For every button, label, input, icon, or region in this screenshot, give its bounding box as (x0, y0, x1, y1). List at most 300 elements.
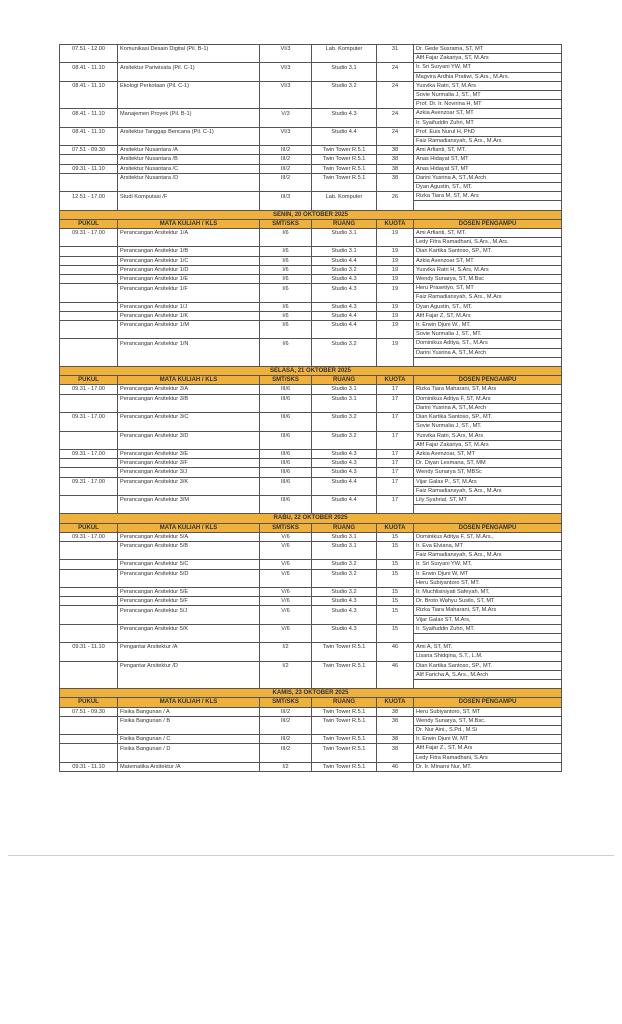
table-row (60, 744, 562, 753)
room-cell: Studio 4.3 (312, 624, 377, 633)
column-header: MATA KULIAH / KLS (118, 698, 260, 707)
course-cell (118, 137, 260, 146)
quota-cell: 46 (377, 661, 414, 670)
course-cell: Perancangan Arsitektur 5/D (118, 569, 260, 578)
time-cell (60, 606, 118, 615)
course-cell (118, 652, 260, 661)
room-cell (312, 238, 377, 247)
room-cell: Studio 4.3 (312, 284, 377, 293)
time-cell (60, 422, 118, 431)
quota-cell: 38 (377, 707, 414, 716)
time-cell (60, 716, 118, 725)
table-row (60, 164, 562, 173)
table-row (60, 422, 562, 431)
lecturer-cell: Anas Hidayat ST, MT (414, 155, 562, 164)
semester-cell: V/6 (260, 560, 312, 569)
course-cell: Perancangan Arsitektur 3/D (118, 431, 260, 440)
course-cell: Perancangan Arsitektur 3/C (118, 413, 260, 422)
table-row (60, 348, 562, 357)
semester-cell: III/2 (260, 146, 312, 155)
quota-cell: 15 (377, 541, 414, 550)
time-cell (60, 72, 118, 81)
column-header: KUOTA (377, 698, 414, 707)
lecturer-cell: Sovie Nurmalia J, ST., MT. (414, 422, 562, 431)
lecturer-cell: Lisana Shidqina, S.T., L.M. (414, 652, 562, 661)
quota-cell: 19 (377, 247, 414, 256)
column-header: SMT/SKS (260, 523, 312, 532)
lecturer-cell: Afif Fajar Zakariya, ST, M.Ars (414, 440, 562, 449)
time-cell (60, 183, 118, 192)
lecturer-cell: Darini Yusrina A, ST.,M.Arch (414, 403, 562, 412)
time-cell: 09.31 - 17.00 (60, 532, 118, 541)
semester-cell: I/6 (260, 311, 312, 320)
table-row (60, 173, 562, 182)
course-cell: Manajemen Proyek (Pil. B-1) (118, 109, 260, 118)
quota-cell (377, 633, 414, 642)
column-header: DOSEN PENGAMPU (414, 219, 562, 228)
semester-cell: V/3 (260, 109, 312, 118)
lecturer-cell: Sovie Nurmalia J, ST., MT. (414, 330, 562, 339)
lecturer-cell: Dr. Nur Aini., S.Pd., M.Si (414, 725, 562, 734)
time-cell (60, 505, 118, 514)
course-cell: Perancangan Arsitektur 1/F (118, 284, 260, 293)
room-cell: Studio 3.1 (312, 247, 377, 256)
column-header: RUANG (312, 698, 377, 707)
lecturer-cell: Dominikus Aditya, ST., M.Ars (414, 339, 562, 348)
lecturer-cell: Ir. Syaifuddin Zuhri, MT. (414, 624, 562, 633)
quota-cell: 15 (377, 606, 414, 615)
room-cell: Twin Tower R.5.1 (312, 173, 377, 182)
lecturer-cell: Ledy Fitra Ramadhani, S.Ars (414, 753, 562, 762)
semester-cell: III/2 (260, 707, 312, 716)
time-cell: 07.51 - 09.30 (60, 146, 118, 155)
course-cell: Perancangan Arsitektur 1/K (118, 311, 260, 320)
lecturer-cell: Dr. Broto Wahyu Susilo, ST, MT (414, 597, 562, 606)
quota-cell (377, 670, 414, 679)
lecturer-cell: Darini Yusrina A, ST.,M.Arch (414, 173, 562, 182)
semester-cell: III/3 (260, 192, 312, 201)
room-cell: Twin Tower R.5.1 (312, 155, 377, 164)
table-row (60, 532, 562, 541)
semester-cell: III/6 (260, 413, 312, 422)
table-row (60, 72, 562, 81)
table-row (60, 238, 562, 247)
semester-cell (260, 357, 312, 366)
column-header: RUANG (312, 376, 377, 385)
time-cell (60, 661, 118, 670)
quota-cell: 17 (377, 495, 414, 504)
table-row (60, 155, 562, 164)
quota-cell: 38 (377, 155, 414, 164)
lecturer-cell: Dian Kartika Santoso, SP., MT. (414, 413, 562, 422)
table-row (60, 127, 562, 136)
time-cell (60, 394, 118, 403)
room-cell (312, 293, 377, 302)
quota-cell: 19 (377, 339, 414, 348)
lecturer-cell: Faiz Ramadiansyah, S.Ars., M.Ars (414, 551, 562, 560)
room-cell (312, 652, 377, 661)
quota-cell (377, 137, 414, 146)
table-row (60, 311, 562, 320)
course-cell: Komunikasi Desain Digital (Pil. B-1) (118, 45, 260, 54)
quota-cell: 17 (377, 477, 414, 486)
room-cell: Studio 3.2 (312, 587, 377, 596)
course-cell: Perancangan Arsitektur 1/J (118, 302, 260, 311)
room-cell: Studio 4.4 (312, 321, 377, 330)
time-cell (60, 551, 118, 560)
lecturer-cell: Afif Fajar Z., ST, M.Ars (414, 744, 562, 753)
room-cell (312, 348, 377, 357)
course-cell (118, 72, 260, 81)
column-header: RUANG (312, 523, 377, 532)
time-cell (60, 339, 118, 348)
course-cell (118, 183, 260, 192)
table-row (60, 183, 562, 192)
semester-cell (260, 118, 312, 127)
room-cell: Studio 4.3 (312, 449, 377, 458)
column-header-row (60, 523, 562, 532)
quota-cell (377, 238, 414, 247)
lecturer-cell: Wendy Sunarya, ST, M.Bsc. (414, 716, 562, 725)
lecturer-cell: Sovie Nurmalia J, ST., MT (414, 91, 562, 100)
quota-cell: 31 (377, 45, 414, 54)
room-cell: Twin Tower R.5.1 (312, 643, 377, 652)
lecturer-cell: Dyan Agustin, ST., MT. (414, 302, 562, 311)
time-cell (60, 753, 118, 762)
column-header: KUOTA (377, 219, 414, 228)
room-cell: Twin Tower R.5.1 (312, 661, 377, 670)
schedule-body (60, 45, 562, 772)
quota-cell: 26 (377, 192, 414, 201)
quota-cell (377, 679, 414, 688)
table-row (60, 100, 562, 109)
time-cell (60, 578, 118, 587)
time-cell (60, 725, 118, 734)
time-cell (60, 495, 118, 504)
semester-cell (260, 137, 312, 146)
column-header: SMT/SKS (260, 219, 312, 228)
course-cell: Perancangan Arsitektur 3/A (118, 385, 260, 394)
lecturer-cell: Ir. Sri Suryani YW, MT (414, 63, 562, 72)
lecturer-cell: Azkia Avenzoar ST, MT (414, 256, 562, 265)
semester-cell (260, 348, 312, 357)
table-row (60, 652, 562, 661)
course-cell: Arsitektur Nusantara /B (118, 155, 260, 164)
quota-cell: 19 (377, 229, 414, 238)
room-cell (312, 633, 377, 642)
room-cell: Studio 3.1 (312, 541, 377, 550)
time-cell (60, 560, 118, 569)
table-row (60, 394, 562, 403)
course-cell: Perancangan Arsitektur 1/B (118, 247, 260, 256)
semester-cell: I/6 (260, 229, 312, 238)
course-cell: Perancangan Arsitektur 3/F (118, 459, 260, 468)
semester-cell: VI/3 (260, 63, 312, 72)
lecturer-cell: Dr. Gede Susrama, ST, MT (414, 45, 562, 54)
course-cell (118, 725, 260, 734)
quota-cell (377, 422, 414, 431)
course-cell (118, 403, 260, 412)
room-cell: Twin Tower R.5.1 (312, 762, 377, 771)
semester-cell: I/2 (260, 643, 312, 652)
table-row (60, 385, 562, 394)
semester-cell: V/6 (260, 569, 312, 578)
lecturer-cell: Dr. Diyan Lesmana, ST, MM (414, 459, 562, 468)
time-cell (60, 275, 118, 284)
table-row (60, 109, 562, 118)
column-header: PUKUL (60, 698, 118, 707)
lecturer-cell (414, 505, 562, 514)
lecturer-cell: Afif Fajar Zakariya, ST, M.Ars (414, 54, 562, 63)
semester-cell (260, 72, 312, 81)
time-cell (60, 100, 118, 109)
semester-cell: III/2 (260, 164, 312, 173)
table-row (60, 505, 562, 514)
lecturer-cell: Dian Kartika Santoso, SP., MT. (414, 247, 562, 256)
quota-cell: 38 (377, 173, 414, 182)
time-cell (60, 569, 118, 578)
quota-cell: 19 (377, 256, 414, 265)
time-cell: 08.41 - 11.10 (60, 81, 118, 90)
column-header: DOSEN PENGAMPU (414, 523, 562, 532)
lecturer-cell: Azkia Avenzoar, ST, MT (414, 449, 562, 458)
course-cell: Fisika Bangunan / B (118, 716, 260, 725)
semester-cell (260, 330, 312, 339)
semester-cell: I/2 (260, 762, 312, 771)
semester-cell: III/6 (260, 449, 312, 458)
quota-cell: 15 (377, 624, 414, 633)
day-header-row (60, 367, 562, 376)
semester-cell: VI/3 (260, 81, 312, 90)
time-cell (60, 201, 118, 210)
quota-cell (377, 440, 414, 449)
table-row (60, 486, 562, 495)
course-cell: Ekologi Perkotaan (Pil. C-1) (118, 81, 260, 90)
room-cell (312, 137, 377, 146)
quota-cell: 17 (377, 468, 414, 477)
table-row (60, 265, 562, 274)
lecturer-cell: Dr. Ir. Minarni Nur, MT. (414, 762, 562, 771)
quota-cell: 24 (377, 81, 414, 90)
table-row (60, 551, 562, 560)
table-row (60, 643, 562, 652)
table-row (60, 91, 562, 100)
semester-cell: I/6 (260, 256, 312, 265)
room-cell: Studio 4.3 (312, 468, 377, 477)
time-cell (60, 440, 118, 449)
lecturer-cell: Ir. Sri Suryani YW, MT, (414, 560, 562, 569)
quota-cell: 15 (377, 560, 414, 569)
table-row (60, 615, 562, 624)
semester-cell: VI/3 (260, 45, 312, 54)
semester-cell: I/6 (260, 275, 312, 284)
semester-cell (260, 486, 312, 495)
schedule-table (59, 44, 562, 772)
schedule-sheet (59, 44, 561, 772)
quota-cell (377, 578, 414, 587)
room-cell: Studio 4.3 (312, 597, 377, 606)
column-header: KUOTA (377, 523, 414, 532)
lecturer-cell: Dyan Agustin, ST., MT. (414, 183, 562, 192)
semester-cell: III/2 (260, 735, 312, 744)
quota-cell: 24 (377, 109, 414, 118)
semester-cell: III/6 (260, 394, 312, 403)
table-row (60, 725, 562, 734)
course-cell: Perancangan Arsitektur 3/M (118, 495, 260, 504)
room-cell: Studio 3.1 (312, 229, 377, 238)
table-row (60, 560, 562, 569)
lecturer-cell: Alif Faricha A, S.Ars., M.Arch (414, 670, 562, 679)
semester-cell: III/6 (260, 385, 312, 394)
table-row (60, 247, 562, 256)
room-cell: Lab. Komputer (312, 45, 377, 54)
lecturer-cell: Yusvika Ratri, ST, M.Ars (414, 81, 562, 90)
room-cell (312, 201, 377, 210)
semester-cell: III/2 (260, 173, 312, 182)
semester-cell: III/2 (260, 744, 312, 753)
column-header: RUANG (312, 219, 377, 228)
quota-cell: 15 (377, 532, 414, 541)
column-header-row (60, 219, 562, 228)
room-cell (312, 578, 377, 587)
time-cell (60, 652, 118, 661)
course-cell (118, 551, 260, 560)
semester-cell (260, 753, 312, 762)
course-cell (118, 486, 260, 495)
time-cell (60, 679, 118, 688)
table-row (60, 624, 562, 633)
table-row (60, 275, 562, 284)
course-cell: Studi Komputasi /F (118, 192, 260, 201)
semester-cell (260, 551, 312, 560)
table-row (60, 597, 562, 606)
lecturer-cell: Vijar Galax ST, M.Ars, (414, 615, 562, 624)
room-cell (312, 100, 377, 109)
time-cell (60, 357, 118, 366)
table-row (60, 459, 562, 468)
lecturer-cell: Faiz Ramadiansyah, S.Ars., M.Ars (414, 486, 562, 495)
table-row (60, 302, 562, 311)
quota-cell: 38 (377, 164, 414, 173)
time-cell (60, 468, 118, 477)
time-cell (60, 321, 118, 330)
table-row (60, 578, 562, 587)
lecturer-cell: Ir. Erwin Djuni W, MT (414, 569, 562, 578)
table-row (60, 321, 562, 330)
semester-cell: VI/3 (260, 127, 312, 136)
time-cell (60, 541, 118, 550)
quota-cell: 15 (377, 569, 414, 578)
room-cell: Studio 3.1 (312, 385, 377, 394)
course-cell: Perancangan Arsitektur 3/B (118, 394, 260, 403)
course-cell: Pengantar Arsitektur /A (118, 643, 260, 652)
room-cell: Twin Tower R.5.1 (312, 164, 377, 173)
semester-cell: III/6 (260, 495, 312, 504)
lecturer-cell: Yusvika Ratri, S.Ars, M.Ars (414, 431, 562, 440)
course-cell (118, 118, 260, 127)
course-cell: Arsitektur Nusantara /C (118, 164, 260, 173)
lecturer-cell: Faiz Ramadiansyah, S.Ars., M.Ars (414, 137, 562, 146)
time-cell (60, 284, 118, 293)
semester-cell: V/6 (260, 587, 312, 596)
room-cell (312, 505, 377, 514)
course-cell (118, 615, 260, 624)
time-cell (60, 486, 118, 495)
course-cell: Perancangan Arsitektur 1/N (118, 339, 260, 348)
quota-cell: 17 (377, 449, 414, 458)
course-cell: Matematika Arsitektur /A (118, 762, 260, 771)
quota-cell: 17 (377, 394, 414, 403)
table-row (60, 146, 562, 155)
course-cell: Perancangan Arsitektur 3/J (118, 468, 260, 477)
lecturer-cell: Afif Fajar Z, ST, M.Ars (414, 311, 562, 320)
semester-cell (260, 183, 312, 192)
room-cell: Lab. Komputer (312, 192, 377, 201)
course-cell (118, 753, 260, 762)
course-cell (118, 670, 260, 679)
lecturer-cell: Wendy Sunarya ST, MBSc (414, 468, 562, 477)
table-row (60, 284, 562, 293)
table-row (60, 679, 562, 688)
semester-cell (260, 505, 312, 514)
course-cell (118, 422, 260, 431)
lecturer-cell: Ami Arfianti, ST, MT. (414, 146, 562, 155)
room-cell (312, 670, 377, 679)
room-cell (312, 183, 377, 192)
table-row (60, 495, 562, 504)
time-cell: 08.41 - 11.10 (60, 127, 118, 136)
column-header: MATA KULIAH / KLS (118, 376, 260, 385)
table-row (60, 541, 562, 550)
column-header: PUKUL (60, 376, 118, 385)
room-cell (312, 679, 377, 688)
quota-cell (377, 725, 414, 734)
room-cell: Studio 3.2 (312, 81, 377, 90)
semester-cell: III/2 (260, 716, 312, 725)
lecturer-cell: Ami Arfianti, ST, MT. (414, 229, 562, 238)
table-row (60, 229, 562, 238)
room-cell (312, 403, 377, 412)
course-cell: Perancangan Arsitektur 5/A (118, 532, 260, 541)
time-cell (60, 431, 118, 440)
column-header: DOSEN PENGAMPU (414, 698, 562, 707)
quota-cell: 38 (377, 744, 414, 753)
lecturer-cell: Darini Yusrina A, ST.,M.Arch (414, 348, 562, 357)
course-cell: Perancangan Arsitektur 5/E (118, 587, 260, 596)
room-cell: Studio 3.1 (312, 63, 377, 72)
quota-cell: 17 (377, 431, 414, 440)
lecturer-cell: Ir. Muchlisiniyati Safeyah, MT, (414, 587, 562, 596)
quota-cell (377, 183, 414, 192)
semester-cell: V/6 (260, 624, 312, 633)
time-cell: 09.31 - 17.00 (60, 385, 118, 394)
semester-cell: III/2 (260, 155, 312, 164)
quota-cell: 19 (377, 275, 414, 284)
quota-cell: 17 (377, 385, 414, 394)
course-cell (118, 679, 260, 688)
quota-cell: 15 (377, 597, 414, 606)
room-cell (312, 54, 377, 63)
room-cell: Twin Tower R.5.1 (312, 735, 377, 744)
course-cell (118, 293, 260, 302)
time-cell (60, 173, 118, 182)
quota-cell: 19 (377, 311, 414, 320)
quota-cell: 24 (377, 63, 414, 72)
lecturer-cell: Heru Subiyantoro ST, MT. (414, 578, 562, 587)
lecturer-cell (414, 357, 562, 366)
lecturer-cell: Ir. Erwin Djuni W, MT (414, 735, 562, 744)
course-cell: Arsitektur Nusantara /A (118, 146, 260, 155)
